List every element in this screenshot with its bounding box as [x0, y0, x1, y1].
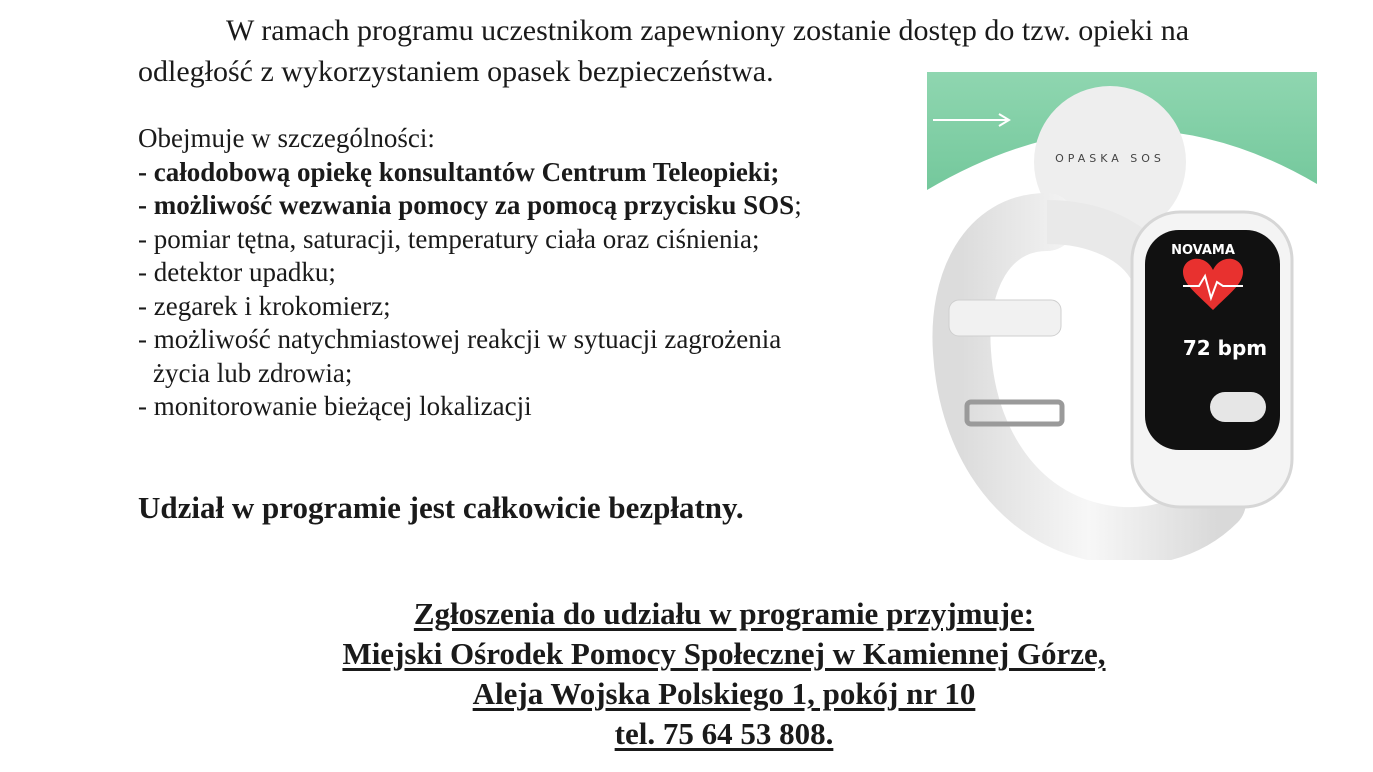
list-item: - całodobową opiekę konsultantów Centrum Teleopieki;: [138, 156, 780, 187]
intro-line-1: W ramach programu uczestnikom zapewniony zostanie dostęp do tzw. opieki na: [226, 14, 1190, 47]
contact-line-2: Miejski Ośrodek Pomocy Społecznej w Kamiennej Górze,: [342, 636, 1106, 671]
contact-line-1: Zgłoszenia do udziału w programie przyjmuje:: [413, 596, 1035, 631]
band-loop: [949, 300, 1061, 336]
list-item: - pomiar tętna, saturacji, temperatury ciała oraz ciśnienia;: [138, 223, 760, 254]
list-item: - monitorowanie bieżącej lokalizacji: [138, 391, 532, 421]
list-item-suffix: ;: [794, 190, 802, 220]
free-participation-note: Udział w programie jest całkowicie bezpłatny.: [138, 490, 744, 525]
intro-line-2: odległość z wykorzystaniem opasek bezpieczeństwa.: [138, 55, 774, 88]
list-item: - możliwość natychmiastowej reakcji w sytuacji zagrożenia: [138, 324, 782, 354]
brand-label: NOVAMA: [1171, 243, 1235, 258]
list-item-continuation: życia lub zdrowia;: [153, 357, 353, 388]
contact-block: [0, 594, 1373, 754]
sos-button: [1210, 392, 1266, 422]
list-item: - zegarek i krokomierz;: [138, 290, 391, 321]
badge-text: OPASKA SOS: [1055, 152, 1165, 165]
contact-phone: tel. 75 64 53 808.: [614, 716, 834, 751]
features-list: [138, 122, 802, 424]
list-item-bold: - możliwość wezwania pomocy za pomocą przycisku SOS: [138, 190, 795, 220]
contact-line-3: Aleja Wojska Polskiego 1, pokój nr 10: [472, 676, 976, 711]
features-heading: Obejmuje w szczególności:: [138, 123, 435, 153]
safety-band-image: [927, 72, 1317, 560]
list-item: [138, 189, 802, 223]
list-item: - detektor upadku;: [138, 257, 336, 287]
heart-rate-value: 72 bpm: [1182, 336, 1268, 360]
